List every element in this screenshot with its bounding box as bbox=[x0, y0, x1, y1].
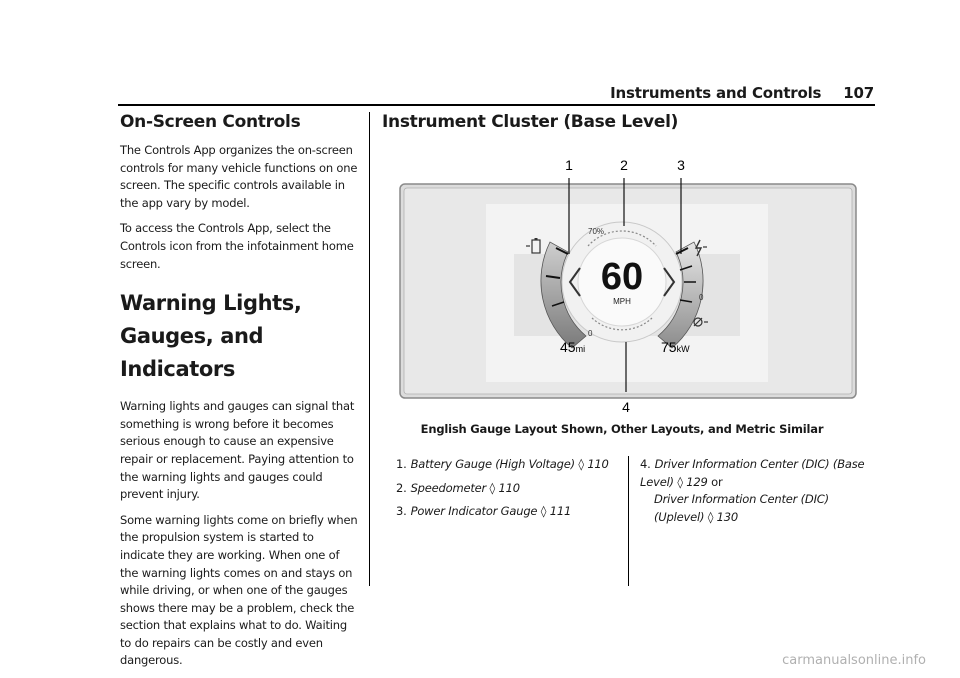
on-screen-controls-heading: On-Screen Controls bbox=[120, 112, 301, 132]
callout-2: 2 bbox=[620, 157, 628, 173]
ref-symbol: ◊ bbox=[677, 474, 683, 489]
page-ref[interactable]: 130 bbox=[716, 509, 739, 524]
instrument-cluster-heading: Instrument Cluster (Base Level) bbox=[382, 112, 679, 132]
page-number: 107 bbox=[843, 84, 874, 102]
ref-symbol: ◊ bbox=[489, 480, 496, 495]
on-screen-para-1: The Controls App organizes the on-screen controls for many vehicle functions on one screen. The specific controls available in the app vary by model. bbox=[120, 143, 358, 210]
ref-symbol: ◊ bbox=[707, 509, 714, 524]
ref-symbol: ◊ bbox=[578, 457, 584, 471]
callout-4: 4 bbox=[622, 399, 630, 415]
column-divider-right bbox=[628, 456, 629, 586]
figure-caption: English Gauge Layout Shown, Other Layouts, and Metric Similar bbox=[420, 422, 824, 436]
power-value: 75 bbox=[661, 339, 677, 355]
callout-list-right bbox=[640, 456, 880, 532]
on-screen-para-2: To access the Controls App, select the Controls icon from the infotainment home screen. bbox=[120, 221, 354, 271]
watermark: carmanualsonline.info bbox=[782, 653, 926, 668]
callout-list-left bbox=[396, 456, 621, 527]
warning-para-2: Some warning lights come on briefly when the propulsion system is started to indicate they are working. When one of the warning lights comes on and stays on while driving, or when one of the gauges shows there may be a problem, check the section that explains what to do. Waiting to do repairs can be costly and even dangerous. bbox=[120, 512, 358, 668]
cluster-illustration bbox=[396, 156, 860, 416]
right-column bbox=[382, 112, 882, 142]
power-zero: 0 bbox=[699, 293, 704, 302]
page-ref[interactable]: 110 bbox=[587, 457, 609, 471]
page-ref[interactable]: 129 bbox=[686, 474, 708, 489]
speed-value: 60 bbox=[600, 256, 644, 298]
ref-symbol: ◊ bbox=[540, 504, 547, 519]
page-ref[interactable]: 110 bbox=[498, 480, 520, 495]
list-item: 2. Speedometer ◊ 110 bbox=[396, 480, 520, 495]
list-item: 4. Driver Information Center (DIC) (Base Level) ◊ 129 or Driver Information Center (DIC) (Uplevel) ◊ 130 bbox=[640, 457, 865, 524]
list-item: 1. Battery Gauge (High Voltage) ◊ 110 bbox=[396, 457, 609, 471]
range-value: 45 bbox=[560, 339, 576, 355]
section-title: Instruments and Controls bbox=[610, 84, 822, 102]
warning-para-1: Warning lights and gauges can signal that something is wrong before it becomes serious enough to cause an expensive repair or replacement. Paying attention to the warning lights and gauges could prevent injury. bbox=[120, 399, 355, 502]
left-column bbox=[120, 112, 358, 678]
speed-unit: MPH bbox=[613, 297, 631, 306]
range-unit: mi bbox=[575, 344, 586, 354]
callout-1: 1 bbox=[565, 157, 573, 173]
header-rule bbox=[118, 104, 875, 106]
warning-lights-heading: Warning Lights, Gauges, and Indicators bbox=[120, 291, 302, 382]
running-header bbox=[610, 84, 874, 102]
column-divider-left bbox=[369, 112, 370, 586]
callout-3: 3 bbox=[677, 157, 685, 173]
list-item: 3. Power Indicator Gauge ◊ 111 bbox=[396, 504, 572, 519]
instrument-cluster-figure bbox=[396, 156, 860, 416]
battery-zero: 0 bbox=[588, 329, 593, 338]
power-unit: kW bbox=[676, 344, 690, 354]
battery-percent: 70% bbox=[588, 227, 605, 236]
page-ref[interactable]: 111 bbox=[549, 504, 572, 519]
